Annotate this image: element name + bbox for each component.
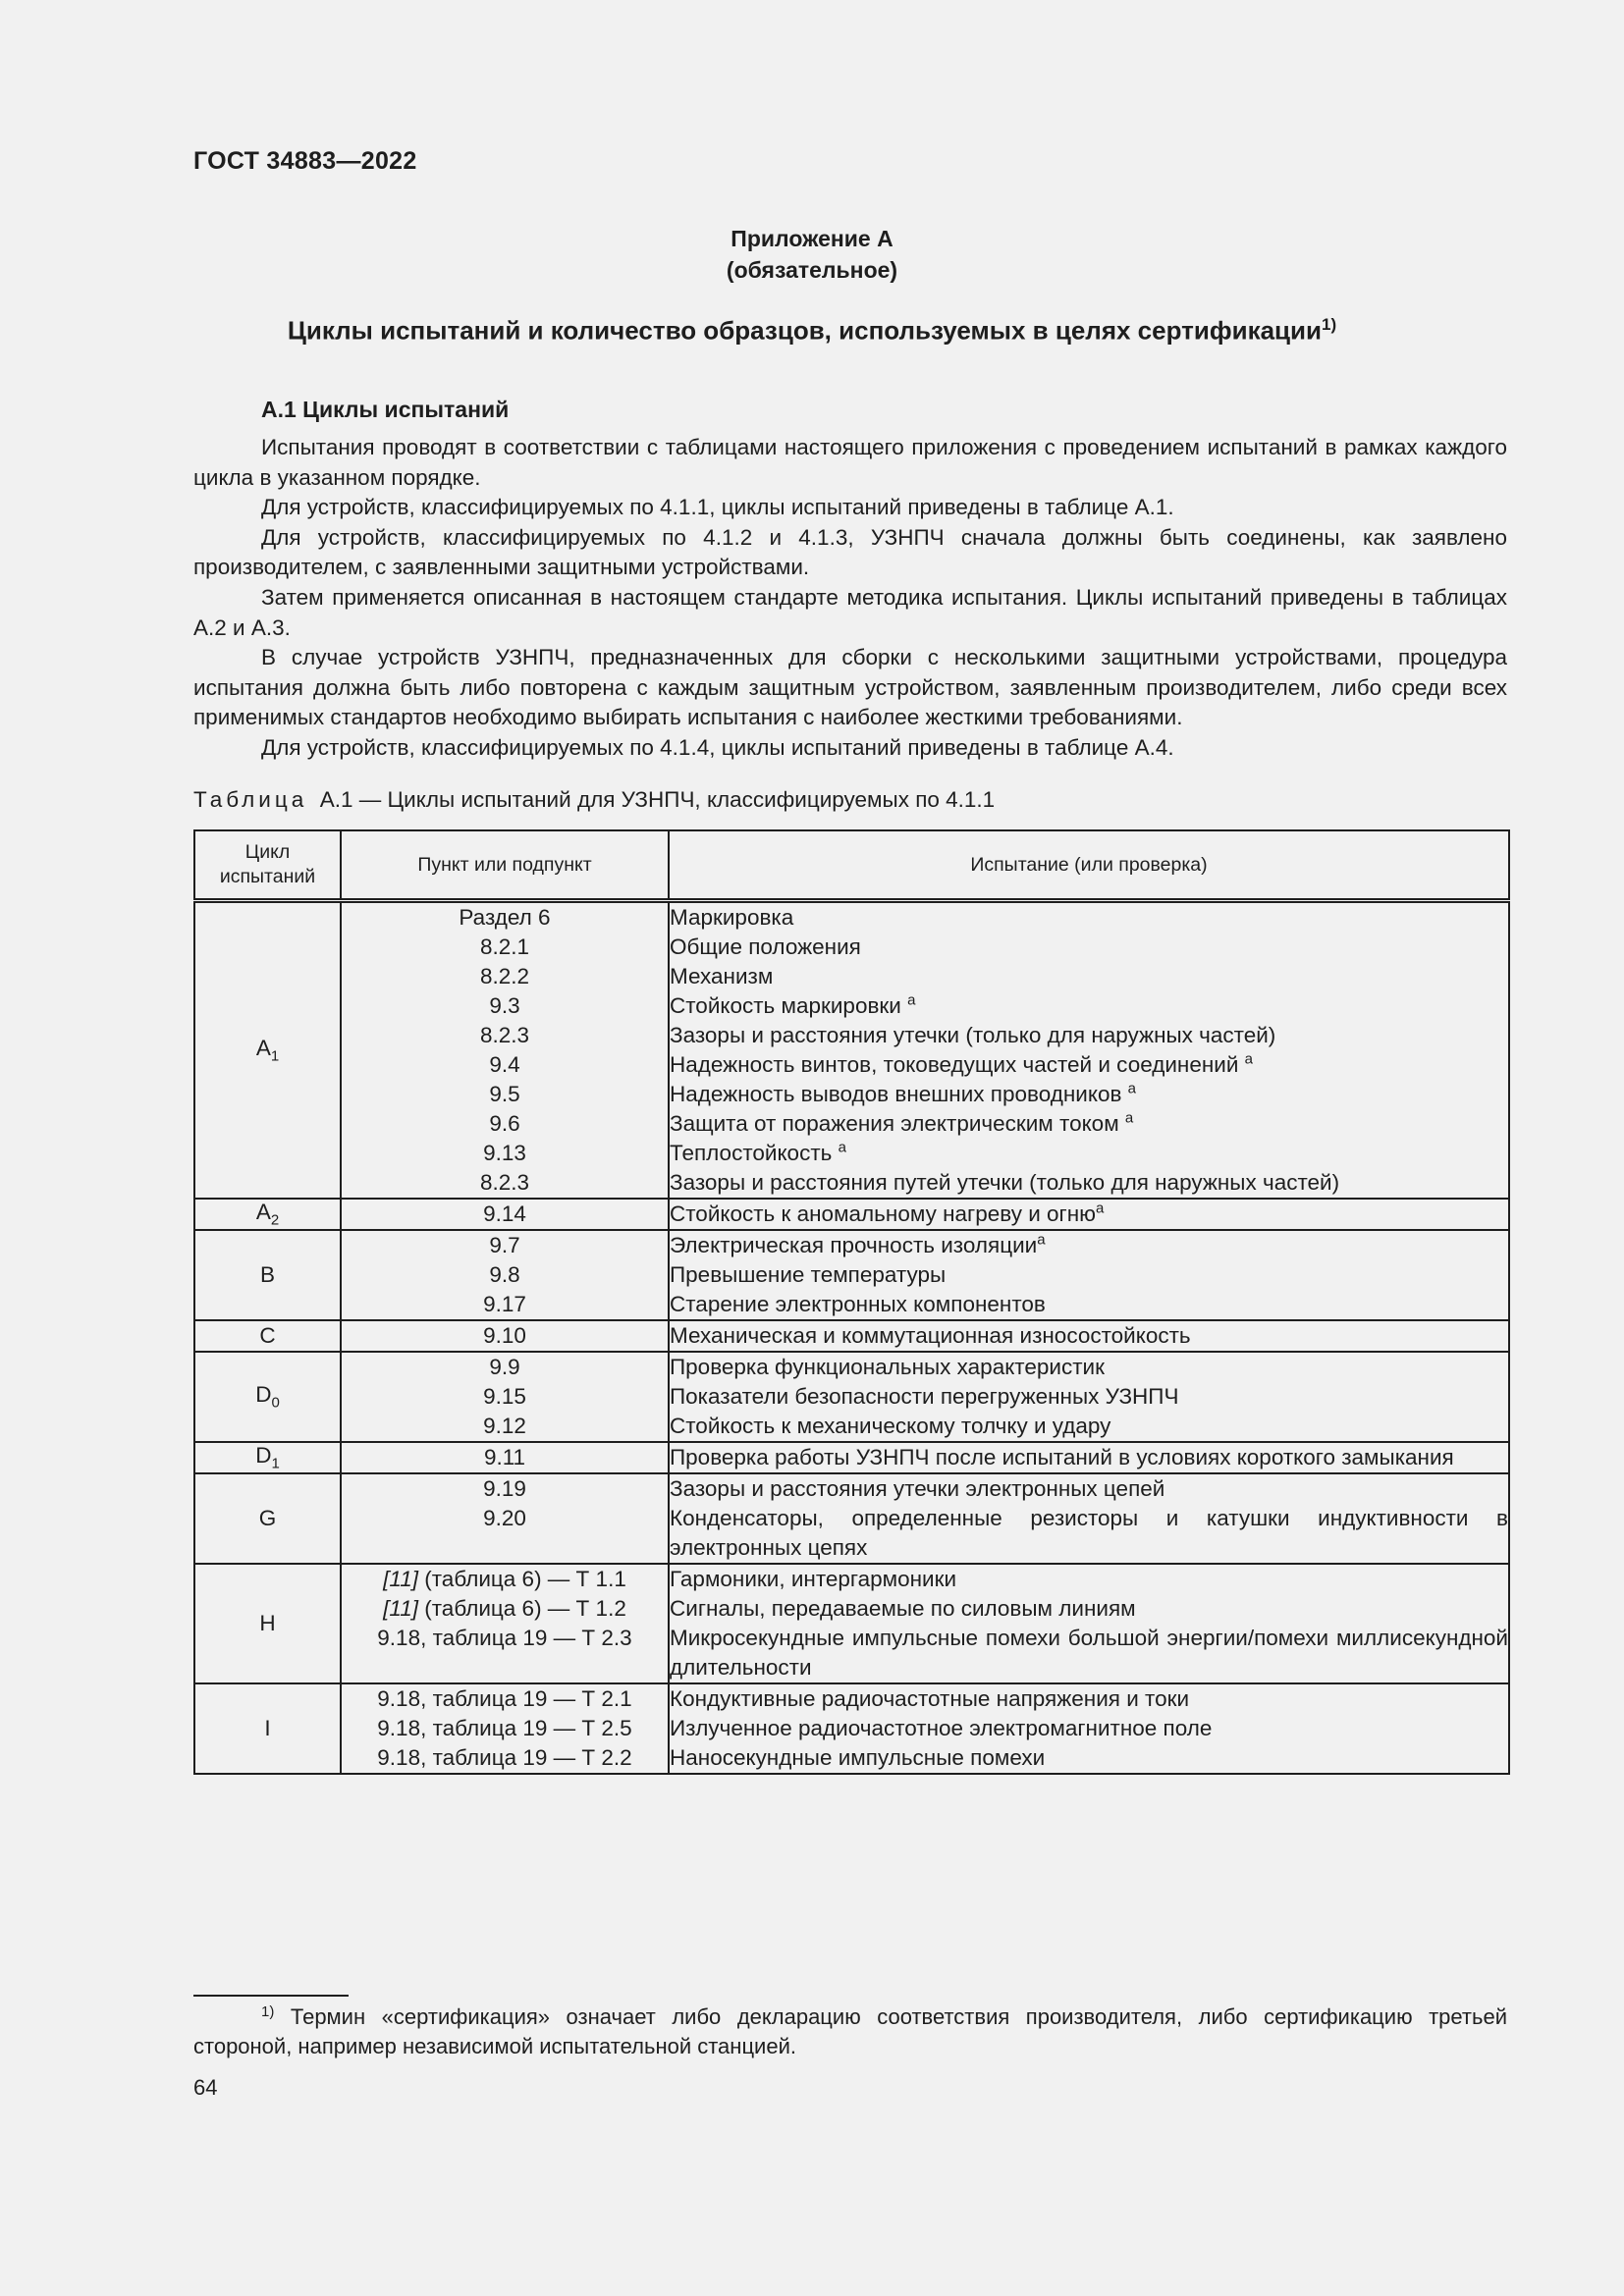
clause-cell: Раздел 6 8.2.1 8.2.2 9.3 8.2.3 9.4 9.5 9.6 9.13 8.2.3 [341,901,669,1200]
test-cell: Механическая и коммутационная износостойкость [669,1320,1509,1352]
annex-title: Приложение А [731,226,893,251]
cycle-cell: B [194,1230,341,1320]
cycle-cell: $A_2$ [194,1199,341,1230]
table-row [194,1473,1509,1564]
test-cell: Зазоры и расстояния утечки электронных цепей Конденсаторы, определенные резисторы и катушки индуктивности в электронных цепях [669,1473,1509,1564]
paragraph: Испытания проводят в соответствии с таблицами настоящего приложения с проведением испытаний в рамках каждого цикла в указанном порядке. [193,435,1507,490]
table-note-mark: a [1037,1231,1046,1249]
table-caption [193,787,995,813]
cycle-cell: I [194,1683,341,1774]
clause-cell: 9.9 9.15 9.12 [341,1352,669,1442]
table-row [194,1199,1509,1230]
table-row [194,901,1509,1200]
annex-heading-text: Циклы испытаний и количество образцов, используемых в целях сертификации [287,315,1322,346]
document-code: ГОСТ 34883—2022 [193,147,417,175]
table-note-mark: a [838,1139,846,1156]
section-title: А.1 Циклы испытаний [261,397,510,422]
test-cell: Проверка работы УЗНПЧ после испытаний в условиях короткого замыкания [669,1442,1509,1473]
table-row [194,1442,1509,1473]
footnote-mark: 1) [261,2002,275,2020]
test-cell: Стойкость к аномальному нагреву и огню$^a$ [669,1199,1509,1230]
table-row [194,1320,1509,1352]
cycle-cell: G [194,1473,341,1564]
table-caption-label: Таблица [193,787,308,812]
paragraph: Для устройств, классифицируемых по 4.1.4, циклы испытаний приведены в таблице А.4. [261,734,1174,760]
footnote [193,2002,1507,2061]
test-cycles-table [193,829,1510,1775]
annex-type: (обязательное) [726,257,898,283]
paragraph: В случае устройств УЗНПЧ, предназначенных для сборки с несколькими защитными устройствами, процедура испытания должна быть либо повторена с каждым защитным устройством, заявленным производителем, либо среди всех применимых стандартов необходимо выбирать испытания с наиболее жесткими требованиями. [193,645,1507,730]
test-cell: Гармоники, интергармоники Сигналы, передаваемые по силовым линиям Микросекундные импульсные помехи большой энергии/помехи миллисекундной длительности [669,1564,1509,1683]
table-row [194,1230,1509,1320]
page-number: 64 [193,2075,218,2100]
header-cycle: Цикл испытаний [194,830,341,901]
clause-cell: 9.7 9.8 9.17 [341,1230,669,1320]
cycle-cell: C [194,1320,341,1352]
table-header-row [194,830,1509,901]
reference-link: [11] [383,1596,419,1621]
table-row [194,1564,1509,1683]
annex-heading-footnote-ref: 1) [1322,315,1337,334]
reference-link: [11] [383,1567,419,1591]
cycle-cell: $A_1$ [194,901,341,1200]
table-note-mark: a [1127,1080,1137,1097]
table-note-mark: a [907,991,916,1009]
table-row [194,1352,1509,1442]
footnote-text: Термин «сертификация» означает либо декларацию соответствия производителя, либо сертификацию третьей стороной, например независимой испытательной станцией. [193,2004,1507,2058]
clause-cell: 9.18, таблица 19 — Т 2.1 9.18, таблица 19 — Т 2.5 9.18, таблица 19 — Т 2.2 [341,1683,669,1774]
header-test: Испытание (или проверка) [669,830,1509,901]
cycle-cell: $D_0$ [194,1352,341,1442]
table-row [194,1683,1509,1774]
table-note-mark: a [1244,1050,1254,1068]
footnote-divider [193,1995,349,1997]
table-caption-text: А.1 — Циклы испытаний для УЗНПЧ, классифицируемых по 4.1.1 [319,787,996,812]
cycle-cell: $D_1$ [194,1442,341,1473]
test-cell: Кондуктивные радиочастотные напряжения и токи Излученное радиочастотное электромагнитное поле Наносекундные импульсные помехи [669,1683,1509,1774]
test-cell: Электрическая прочность изоляции$^a$ Превышение температуры Старение электронных компонентов [669,1230,1509,1320]
table-note-mark: a [1096,1200,1105,1217]
paragraph: Затем применяется описанная в настоящем стандарте методика испытания. Циклы испытаний приведены в таблицах А.2 и А.3. [193,584,1507,640]
body-text [193,433,1507,764]
clause-cell: 9.10 [341,1320,669,1352]
clause-cell: 9.19 9.20 [341,1473,669,1564]
paragraph: Для устройств, классифицируемых по 4.1.2 и 4.1.3, УЗНПЧ сначала должны быть соединены, как заявлено производителем, с заявленными защитными устройствами. [193,524,1507,580]
test-cell: Маркировка Общие положения Механизм Стойкость маркировки $^a$ Зазоры и расстояния утечки (только для наружных частей) Надежность винтов, токоведущих частей и соединений $^a$ Надежность выводов внешних проводников $^a$ Защита от поражения электрическим током $^a$ Теплостойкость $^a$ Зазоры и расстояния путей утечки (только для наружных частей) [669,901,1509,1200]
clause-cell: 9.11 [341,1442,669,1473]
clause-cell: [11] (таблица 6) — Т 1.1 [11] (таблица 6) — Т 1.2 9.18, таблица 19 — Т 2.3 [341,1564,669,1683]
table-note-mark: a [1124,1109,1134,1127]
annex-heading [0,315,1624,347]
cycle-cell: H [194,1564,341,1683]
test-cell: Проверка функциональных характеристик Показатели безопасности перегруженных УЗНПЧ Стойкость к механическому толчку и удару [669,1352,1509,1442]
header-clause: Пункт или подпункт [341,830,669,901]
paragraph: Для устройств, классифицируемых по 4.1.1, циклы испытаний приведены в таблице А.1. [261,495,1174,520]
clause-cell: 9.14 [341,1199,669,1230]
